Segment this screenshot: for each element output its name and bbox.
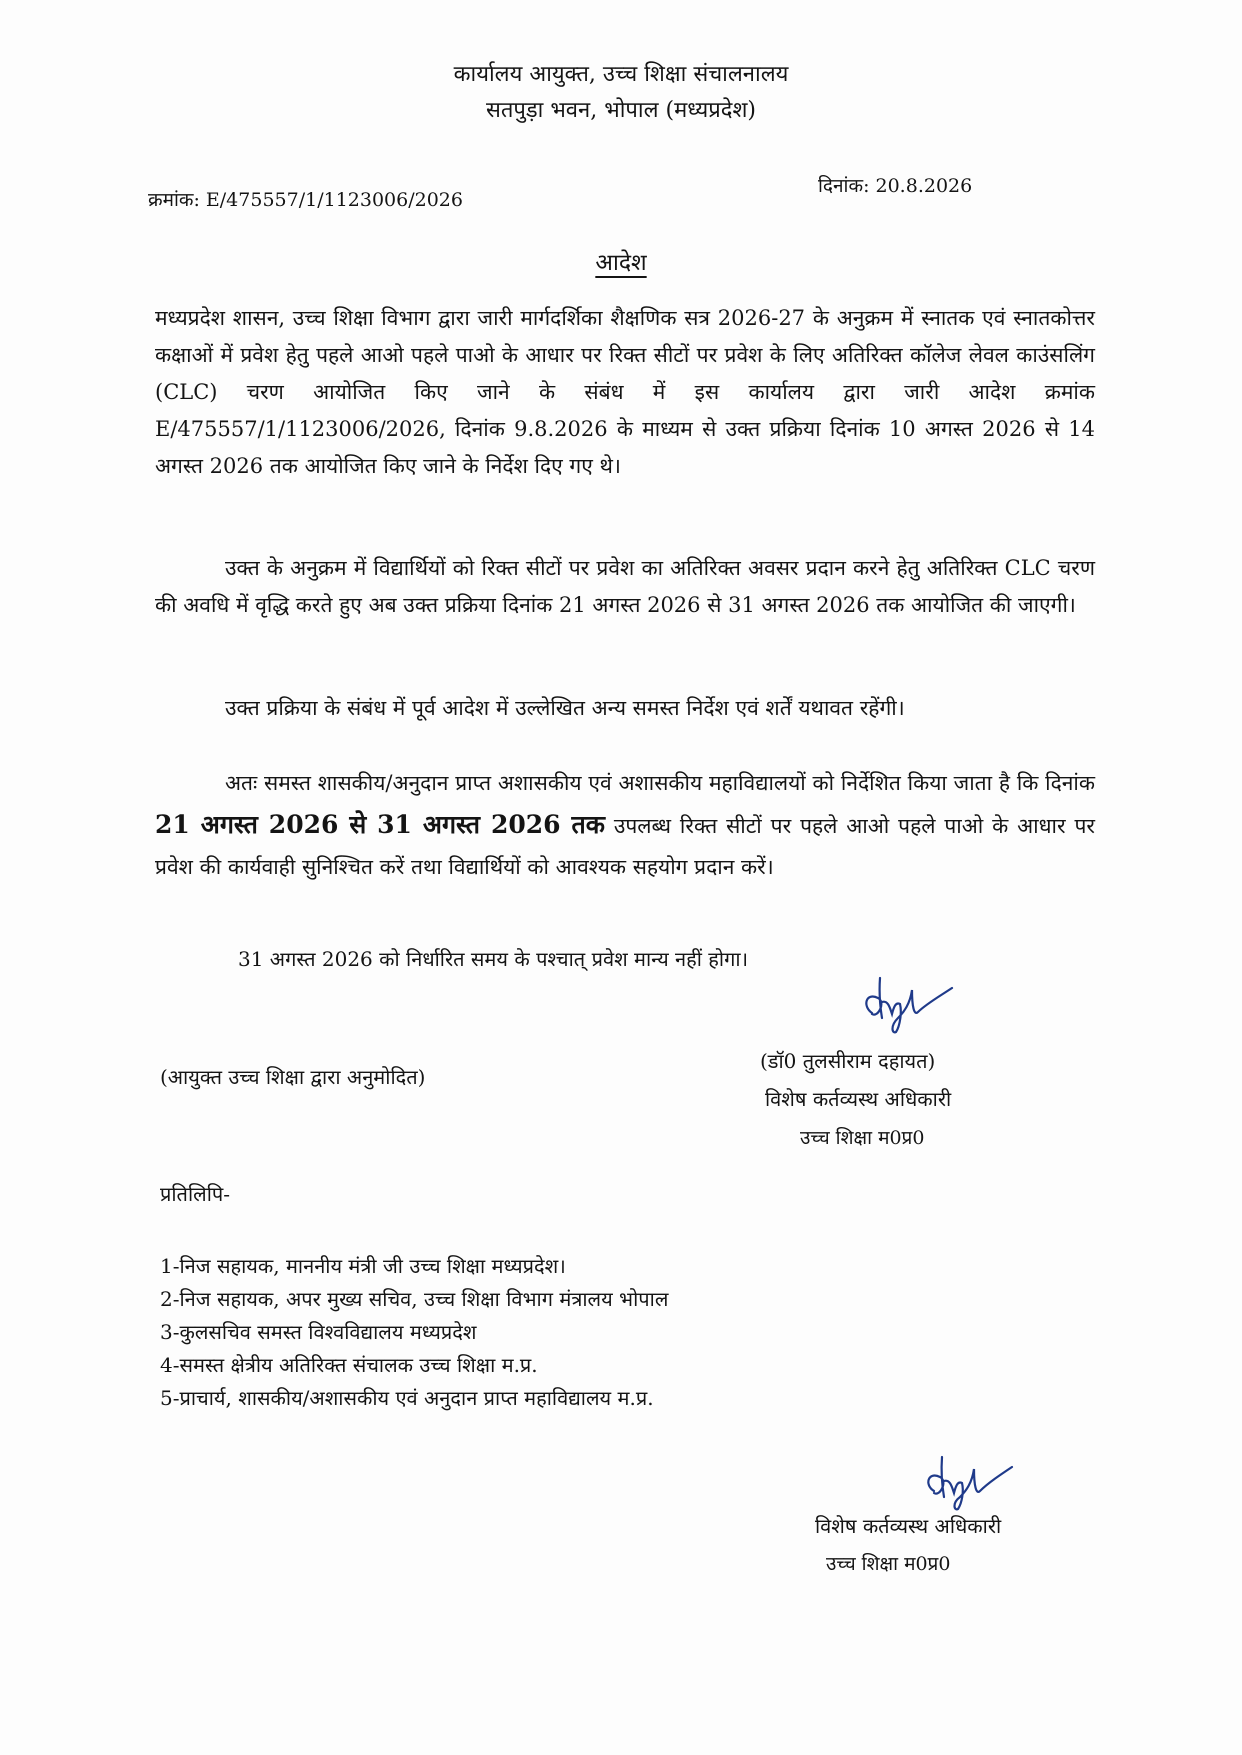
paragraph-5: 31 अगस्त 2026 को निर्धारित समय के पश्चात् प्रवेश मान्य नहीं होगा।	[238, 947, 749, 971]
copy-to-heading: प्रतिलिपि-	[160, 1182, 230, 1206]
signature-mark	[852, 968, 962, 1038]
office-address: सतपुड़ा भवन, भोपाल (मध्यप्रदेश)	[485, 98, 757, 123]
signatory-department: उच्च शिक्षा म0प्र0	[800, 1127, 925, 1149]
approval-note: (आयुक्त उच्च शिक्षा द्वारा अनुमोदित)	[160, 1065, 426, 1089]
paragraph-4-part1: अतः समस्त शासकीय/अनुदान प्राप्त अशासकीय एवं अशासकीय महाविद्यालयों को निर्देशित किया जाता है कि दिनांक	[225, 771, 1095, 795]
paragraph-4-part2: उपलब्ध रिक्त सीटों पर पहले आओ पहले पाओ के आधार पर प्रवेश की कार्यवाही सुनिश्चित करें तथा विद्यार्थियों को आवश्यक सहयोग प्रदान करें।	[155, 814, 1095, 879]
list-item: 1-निज सहायक, माननीय मंत्री जी उच्च शिक्षा मध्यप्रदेश।	[160, 1254, 566, 1278]
order-date: दिनांक: 20.8.2026	[818, 175, 973, 197]
closing-department: उच्च शिक्षा म0प्र0	[826, 1553, 951, 1575]
paragraph-2-text: उक्त के अनुक्रम में विद्यार्थियों को रिक्त सीटों पर प्रवेश का अतिरिक्त अवसर प्रदान करने हेतु अतिरिक्त CLC चरण की अवधि में वृद्धि करते हुए अब उक्त प्रक्रिया दिनांक 21 अगस्त 2026 से 31 अगस्त 2026 तक आयोजित की जाएगी।	[155, 556, 1095, 617]
signature-mark	[912, 1445, 1022, 1515]
paragraph-3	[155, 690, 1095, 727]
signatory-designation: विशेष कर्तव्यस्थ अधिकारी	[765, 1087, 952, 1111]
closing-designation: विशेष कर्तव्यस्थ अधिकारी	[815, 1514, 1002, 1538]
paragraph-4-text	[155, 763, 1095, 888]
paragraph-4-date-range: 21 अगस्त 2026 से 31 अगस्त 2026 तक	[155, 810, 605, 839]
list-item: 2-निज सहायक, अपर मुख्य सचिव, उच्च शिक्षा विभाग मंत्रालय भोपाल	[160, 1287, 669, 1311]
office-name: कार्यालय आयुक्त, उच्च शिक्षा संचालनालय	[453, 62, 789, 87]
paragraph-1-text: मध्यप्रदेश शासन, उच्च शिक्षा विभाग द्वारा जारी मार्गदर्शिका शैक्षणिक सत्र 2026-27 के अनुक्रम में स्नातक एवं स्नातकोत्तर कक्षाओं में प्रवेश हेतु पहले आओ पहले पाओ के आधार पर रिक्त सीटों पर प्रवेश के लिए अतिरिक्त कॉलेज लेवल काउंसलिंग (CLC) चरण आयोजित किए जाने के संबंध में इस कार्यालय द्वारा जारी आदेश क्रमांक E/475557/1/1123006/2026, दिनांक 9.8.2026 के माध्यम से उक्त प्रक्रिया दिनांक 10 अगस्त 2026 से 14 अगस्त 2026 तक आयोजित किए जाने के निर्देश दिए गए थे।	[155, 306, 1095, 478]
list-item: 4-समस्त क्षेत्रीय अतिरिक्त संचालक उच्च शिक्षा म.प्र.	[160, 1353, 538, 1377]
reference-number: क्रमांक: E/475557/1/1123006/2026	[148, 189, 463, 211]
order-title-text: आदेश	[595, 250, 647, 276]
order-title	[0, 245, 1242, 277]
list-item: 5-प्राचार्य, शासकीय/अशासकीय एवं अनुदान प्राप्त महाविद्यालय म.प्र.	[160, 1386, 654, 1410]
paragraph-4	[155, 763, 1095, 888]
signatory-name: (डॉ0 तुलसीराम दहायत)	[760, 1049, 936, 1073]
copy-to-list	[160, 1250, 668, 1415]
paragraph-1	[155, 300, 1095, 485]
list-item: 3-कुलसचिव समस्त विश्वविद्यालय मध्यप्रदेश	[160, 1320, 477, 1344]
paragraph-3-text: उक्त प्रक्रिया के संबंध में पूर्व आदेश में उल्लेखित अन्य समस्त निर्देश एवं शर्तें यथावत रहेंगी।	[225, 696, 905, 720]
paragraph-2	[155, 550, 1095, 624]
